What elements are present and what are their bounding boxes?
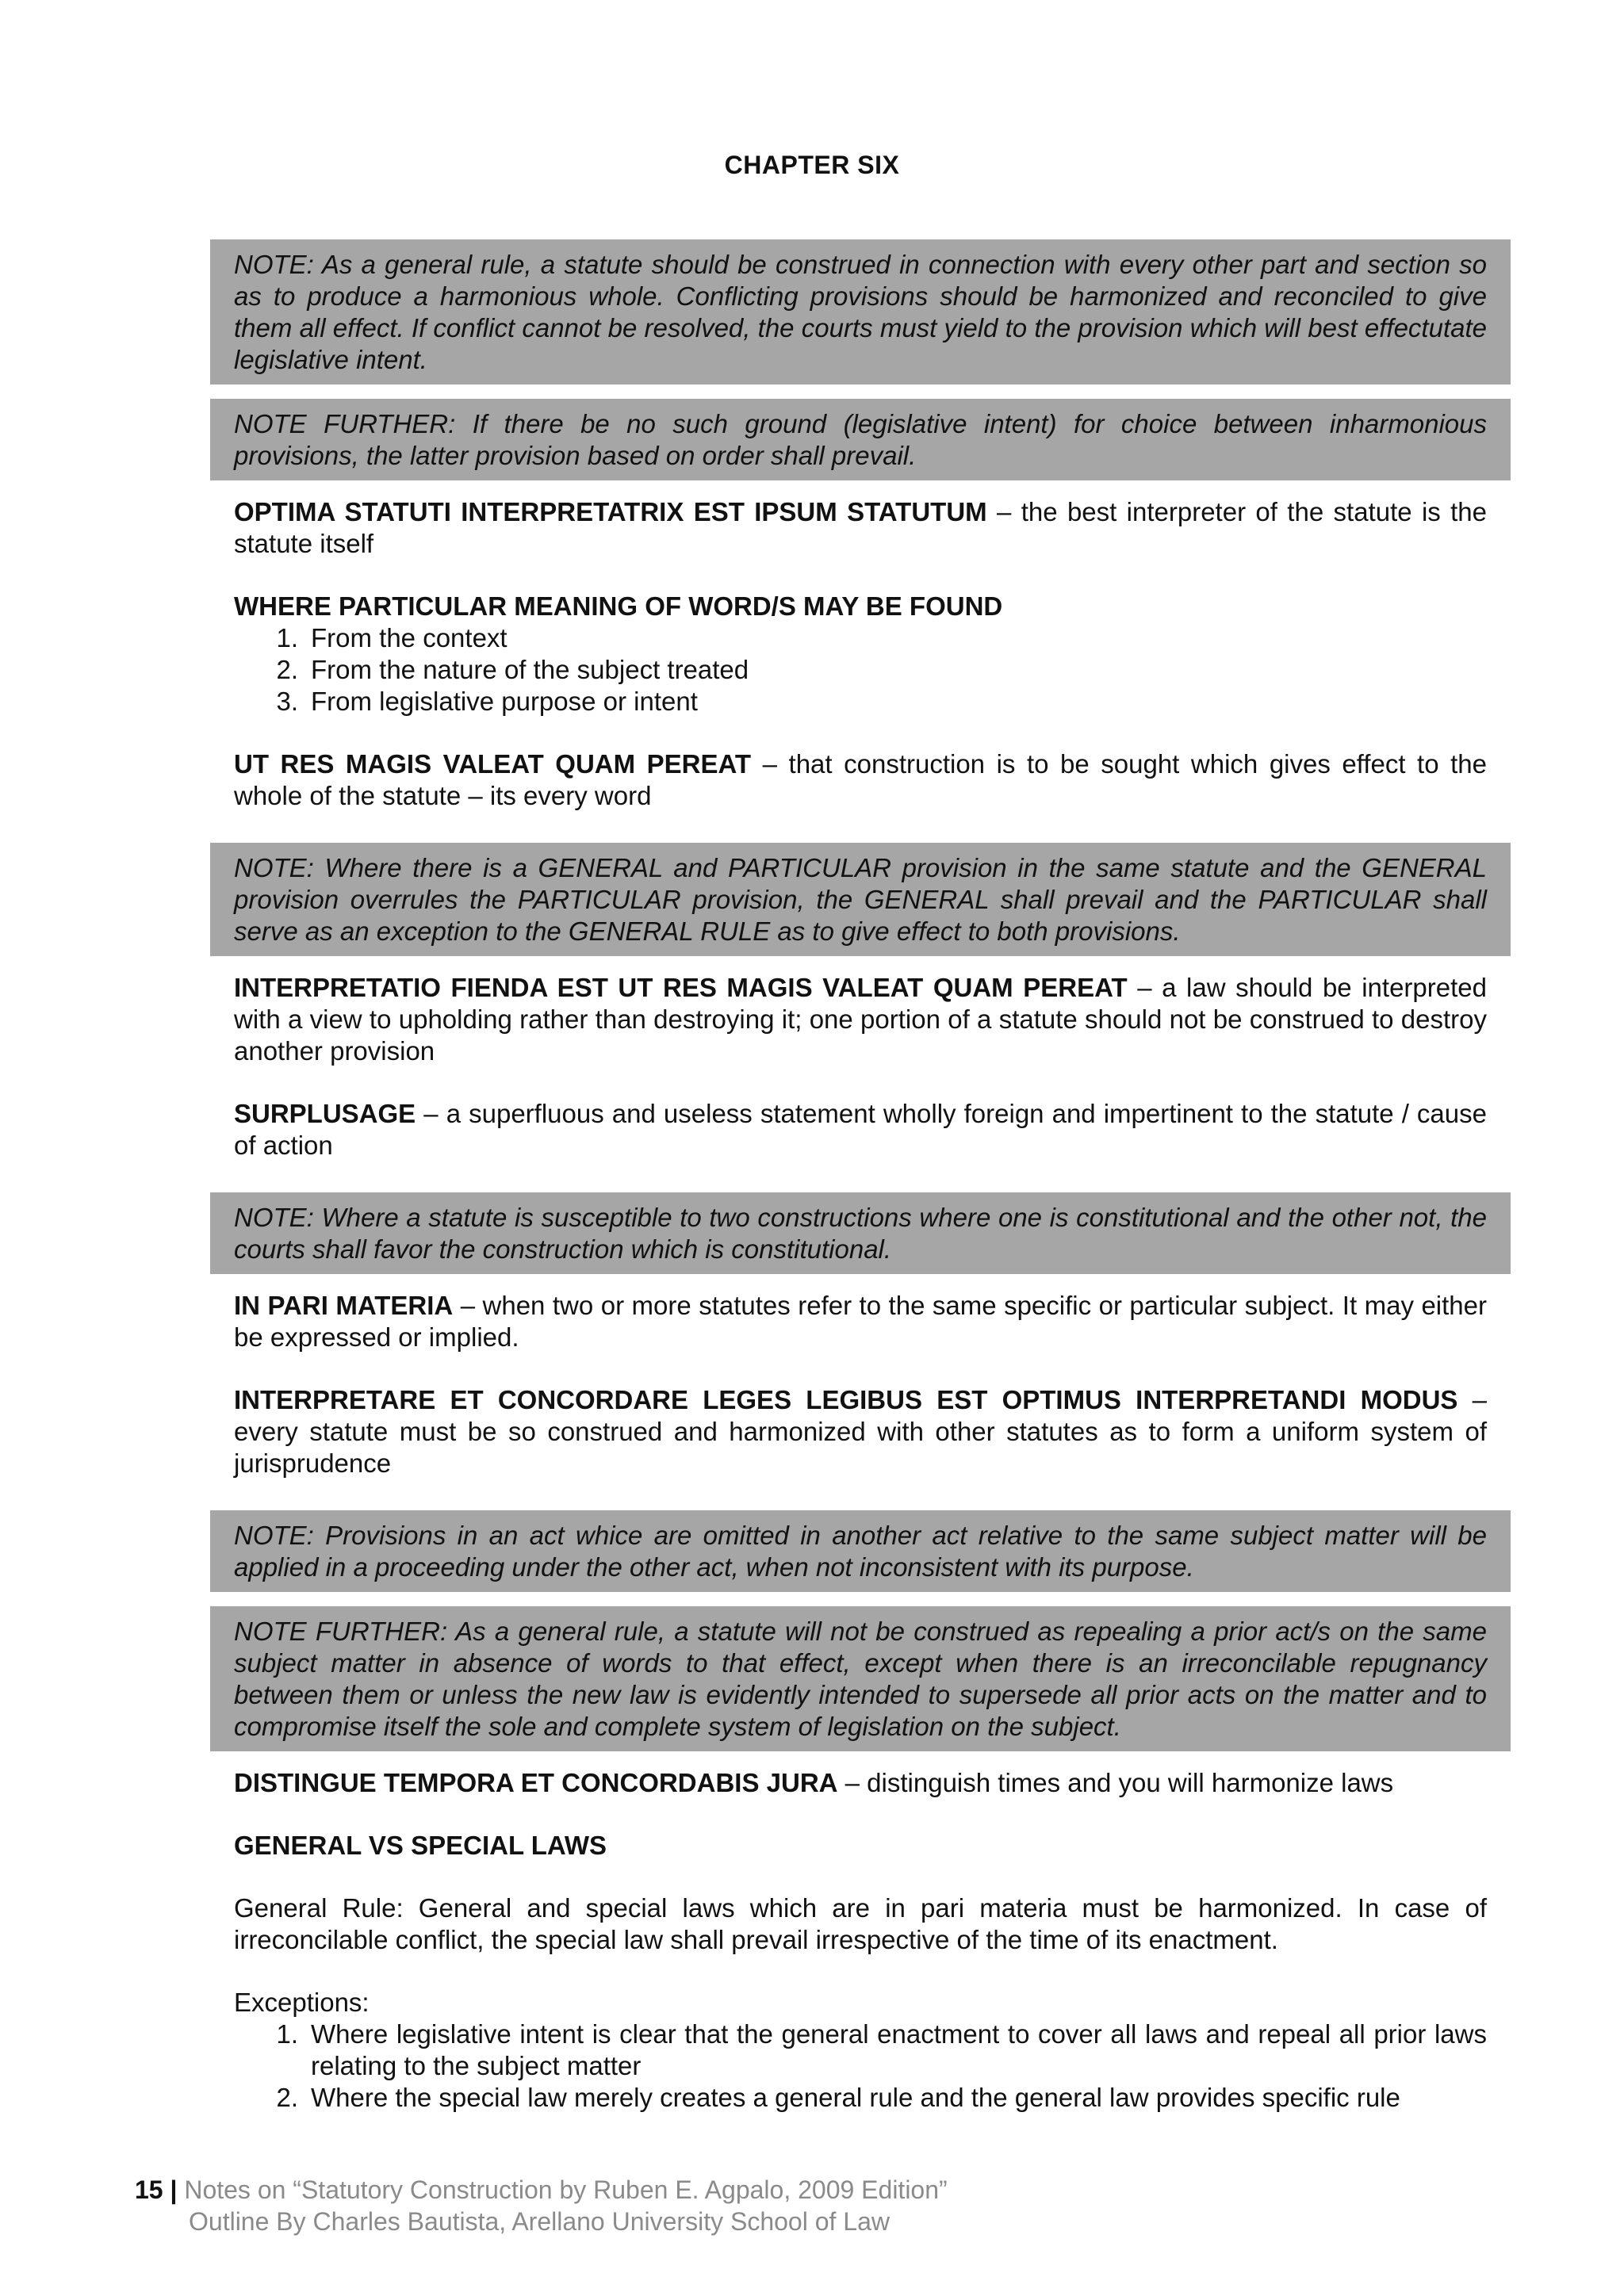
note-box-general-rule: NOTE: As a general rule, a statute should be construed in connection with every other part and section so as to produce a harmonious whole. Conflicting provisions should be harmonized and reconciled to give them all effect. If conflict cannot be resolved, the courts must yield to the provision which will best effectutate legislative intent.: [210, 239, 1511, 385]
section-heading-general-vs-special: GENERAL VS SPECIAL LAWS: [234, 1831, 607, 1860]
maxim-term: INTERPRETARE ET CONCORDARE LEGES LEGIBUS EST OPTIMUS INTERPRETANDI MODUS: [234, 1385, 1458, 1414]
page-content: [210, 239, 1511, 2114]
exceptions-label: Exceptions:: [234, 1988, 370, 2017]
list-text: Where legislative intent is clear that the general enactment to cover all laws and repeal all prior laws relating to the subject matter: [311, 2019, 1487, 2080]
maxim-term: IN PARI MATERIA: [234, 1291, 454, 1320]
maxim-interpretatio-fienda: [210, 972, 1511, 1067]
list-text: Where the special law merely creates a general rule and the general law provides specific rule: [311, 2083, 1400, 2112]
maxim-optima-statuti: [210, 496, 1511, 560]
maxim-term: OPTIMA STATUTI INTERPRETATRIX EST IPSUM STATUTUM: [234, 497, 987, 526]
footer-line-1: [135, 2174, 948, 2206]
maxim-definition: – the best interpreter of the statute is the statute itself: [234, 497, 1487, 558]
list-item: [210, 2019, 1487, 2082]
maxim-in-pari-materia: [210, 1290, 1511, 1353]
maxim-definition: – a law should be interpreted with a view to upholding rather than destroying it; one portion of a statute should not be construed to destroy another provision: [234, 973, 1487, 1066]
note-box-general-particular: NOTE: Where there is a GENERAL and PARTICULAR provision in the same statute and the GENERAL provision overrules the PARTICULAR provision, the GENERAL shall prevail and the PARTICULAR shall serve as an exception to the GENERAL RULE as to give effect to both provisions.: [210, 843, 1511, 956]
footer-title: Notes on “Statutory Construction by Ruben E. Agpalo, 2009 Edition”: [184, 2175, 948, 2204]
particular-meaning-list: [210, 622, 1511, 718]
note-box-constitutional: NOTE: Where a statute is susceptible to two constructions where one is constitutional and the other not, the courts shall favor the construction which is constitutional.: [210, 1192, 1511, 1274]
list-item: [210, 686, 1487, 718]
page-footer: [135, 2174, 948, 2237]
note-box-further-order: NOTE FURTHER: If there be no such ground (legislative intent) for choice between inharmonious provisions, the latter provision based on order shall prevail.: [210, 399, 1511, 480]
page-number: 15: [135, 2175, 163, 2204]
section-particular-meaning: [210, 591, 1511, 718]
general-rule-paragraph: General Rule: General and special laws which are in pari materia must be harmonized. In case of irreconcilable conflict, the special law shall prevail irrespective of the time of its enactment.: [234, 1893, 1487, 1954]
list-item: [210, 622, 1487, 654]
list-number: 1.: [276, 2019, 298, 2049]
list-number: 2.: [276, 655, 298, 684]
exceptions-list: [210, 2019, 1511, 2114]
maxim-distingue-tempora: [210, 1767, 1511, 1799]
list-text: From the context: [311, 623, 508, 652]
maxim-term: DISTINGUE TEMPORA ET CONCORDABIS JURA: [234, 1768, 838, 1797]
note-box-repeal-prior-act: NOTE FURTHER: As a general rule, a statute will not be construed as repealing a prior act/s on the same subject matter in absence of words to that effect, except when there is an irreconcilable repugnancy between them or unless the new law is evidently intended to supersede all prior acts on the matter and to compromise itself the sole and complete system of legislation on the subject.: [210, 1606, 1511, 1751]
maxim-interpretare-concordare: [210, 1384, 1511, 1479]
maxim-definition: – a superfluous and useless statement wholly foreign and impertinent to the statute / cause of action: [234, 1099, 1487, 1160]
maxim-term: UT RES MAGIS VALEAT QUAM PEREAT: [234, 749, 752, 779]
maxim-term: INTERPRETATIO FIENDA EST UT RES MAGIS VALEAT QUAM PEREAT: [234, 973, 1128, 1002]
list-number: 2.: [276, 2083, 298, 2112]
maxim-definition: – that construction is to be sought which gives effect to the whole of the statute – its every word: [234, 749, 1487, 810]
list-item: [210, 654, 1487, 686]
note-box-omitted-provisions: NOTE: Provisions in an act whice are omitted in another act relative to the same subject matter will be applied in a proceeding under the other act, when not inconsistent with its purpose.: [210, 1510, 1511, 1592]
footer-line-2: Outline By Charles Bautista, Arellano University School of Law: [189, 2207, 890, 2236]
maxim-definition: – distinguish times and you will harmonize laws: [837, 1768, 1394, 1797]
list-text: From the nature of the subject treated: [311, 655, 749, 684]
maxim-definition: – every statute must be so construed and harmonized with other statutes as to form a uniform system of jurisprudence: [234, 1385, 1487, 1478]
maxim-surplusage: [210, 1098, 1511, 1161]
footer-separator: |: [163, 2175, 185, 2204]
chapter-title: CHAPTER SIX: [724, 151, 900, 179]
list-number: 3.: [276, 687, 298, 716]
maxim-ut-res-magis: [210, 748, 1511, 812]
maxim-term: SURPLUSAGE: [234, 1099, 416, 1128]
list-text: From legislative purpose or intent: [311, 687, 698, 716]
maxim-definition: – when two or more statutes refer to the same specific or particular subject. It may either be expressed or implied.: [234, 1291, 1487, 1352]
list-item: [210, 2082, 1487, 2114]
section-heading: WHERE PARTICULAR MEANING OF WORD/S MAY BE FOUND: [234, 591, 1003, 621]
list-number: 1.: [276, 623, 298, 652]
